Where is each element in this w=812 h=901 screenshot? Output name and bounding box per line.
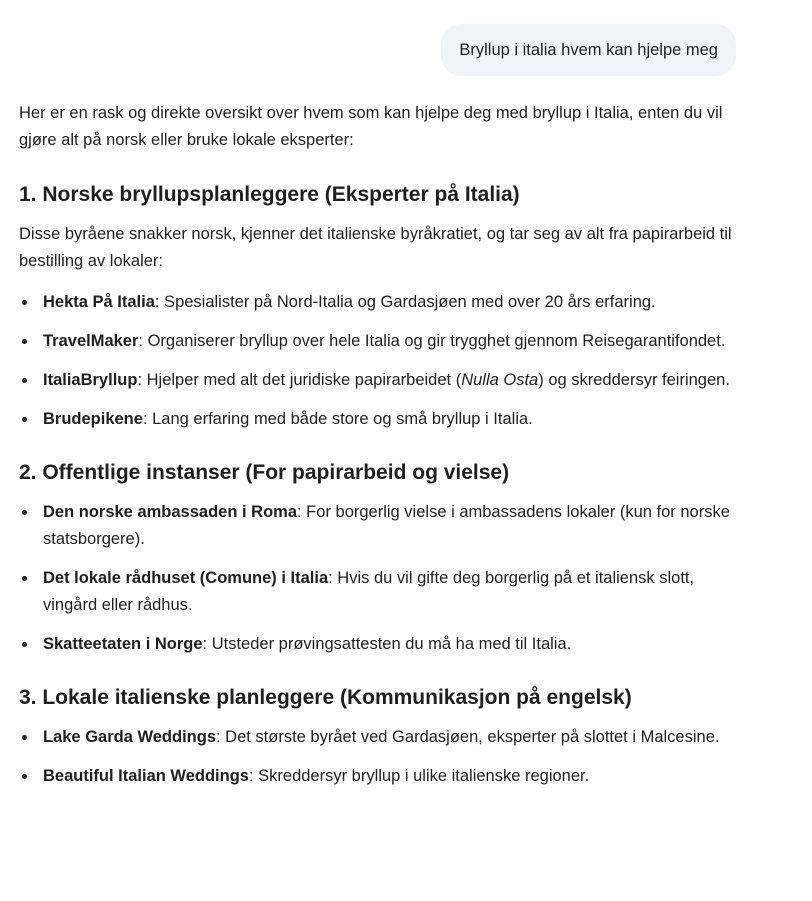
item-emphasis: Nulla Osta xyxy=(461,371,539,389)
assistant-response xyxy=(19,100,739,790)
intro-paragraph: Her er en rask og direkte oversikt over hvem som kan hjelpe deg med bryllup i Italia, enten du vil gjøre alt på norsk eller bruke lokale eksperter: xyxy=(19,104,723,149)
item-term: TravelMaker xyxy=(43,332,139,350)
item-term: Lake Garda Weddings xyxy=(43,728,216,746)
section-description: Disse byråene snakker norsk, kjenner det italienske byråkratiet, og tar seg av alt fra papirarbeid til bestilling av lokaler: xyxy=(19,225,732,270)
bullet-icon xyxy=(22,642,27,647)
item-text: : Organiserer bryllup over hele Italia og gir trygghet gjennom Reisegarantifondet. xyxy=(138,332,726,350)
bullet-icon xyxy=(22,378,27,383)
bullet-icon xyxy=(22,339,27,344)
item-text: : Hvis du vil gifte deg borgerlig på et italiensk slott, vingård eller rådhus. xyxy=(43,569,695,614)
item-text: ) og skreddersyr feiringen. xyxy=(538,371,730,389)
public-agencies-list xyxy=(19,499,739,658)
item-text: : Utsteder prøvingsattesten du må ha med til Italia. xyxy=(202,635,572,653)
bullet-icon xyxy=(22,735,27,740)
list-item xyxy=(19,763,739,790)
list-item xyxy=(19,367,739,394)
item-term: Det lokale rådhuset (Comune) i Italia xyxy=(43,569,329,587)
item-text: : Skreddersyr bryllup i ulike italienske regioner. xyxy=(248,767,590,785)
bullet-icon xyxy=(22,300,27,305)
item-term: Beautiful Italian Weddings xyxy=(43,767,249,785)
list-item xyxy=(19,406,739,433)
list-item xyxy=(19,328,739,355)
item-text: : Hjelper med alt det juridiske papirarbeidet ( xyxy=(137,371,462,389)
item-text: : Det største byrået ved Gardasjøen, eksperter på slottet i Malcesine. xyxy=(216,728,720,746)
item-term: Den norske ambassaden i Roma xyxy=(43,503,298,521)
item-text: : Lang erfaring med både store og små bryllup i Italia. xyxy=(142,410,533,428)
list-item xyxy=(19,499,739,553)
item-term: Skatteetaten i Norge xyxy=(43,635,203,653)
item-term: Brudepikene xyxy=(43,410,143,428)
list-item xyxy=(19,565,739,619)
local-planners-list xyxy=(19,724,739,790)
list-item xyxy=(19,289,739,316)
item-text: : Spesialister på Nord-Italia og Gardasjøen med over 20 års erfaring. xyxy=(154,293,656,311)
item-term: ItaliaBryllup xyxy=(43,371,138,389)
bullet-icon xyxy=(22,510,27,515)
section-heading-norwegian-planners: 1. Norske bryllupsplanleggere (Eksperter på Italia) xyxy=(19,183,520,206)
bullet-icon xyxy=(22,417,27,422)
user-message-bubble xyxy=(441,24,736,76)
bullet-icon xyxy=(22,774,27,779)
item-text: : For borgerlig vielse i ambassadens lokaler (kun for norske statsborgere). xyxy=(43,503,730,548)
norwegian-planners-list xyxy=(19,289,739,433)
item-term: Hekta På Italia xyxy=(43,293,155,311)
list-item xyxy=(19,631,739,658)
user-message-text: Bryllup i italia hvem kan hjelpe meg xyxy=(459,40,718,59)
section-heading-public-agencies: 2. Offentlige instanser (For papirarbeid og vielse) xyxy=(19,461,510,484)
bullet-icon xyxy=(22,576,27,581)
section-heading-local-planners: 3. Lokale italienske planleggere (Kommunikasjon på engelsk) xyxy=(19,686,632,709)
list-item xyxy=(19,724,739,751)
